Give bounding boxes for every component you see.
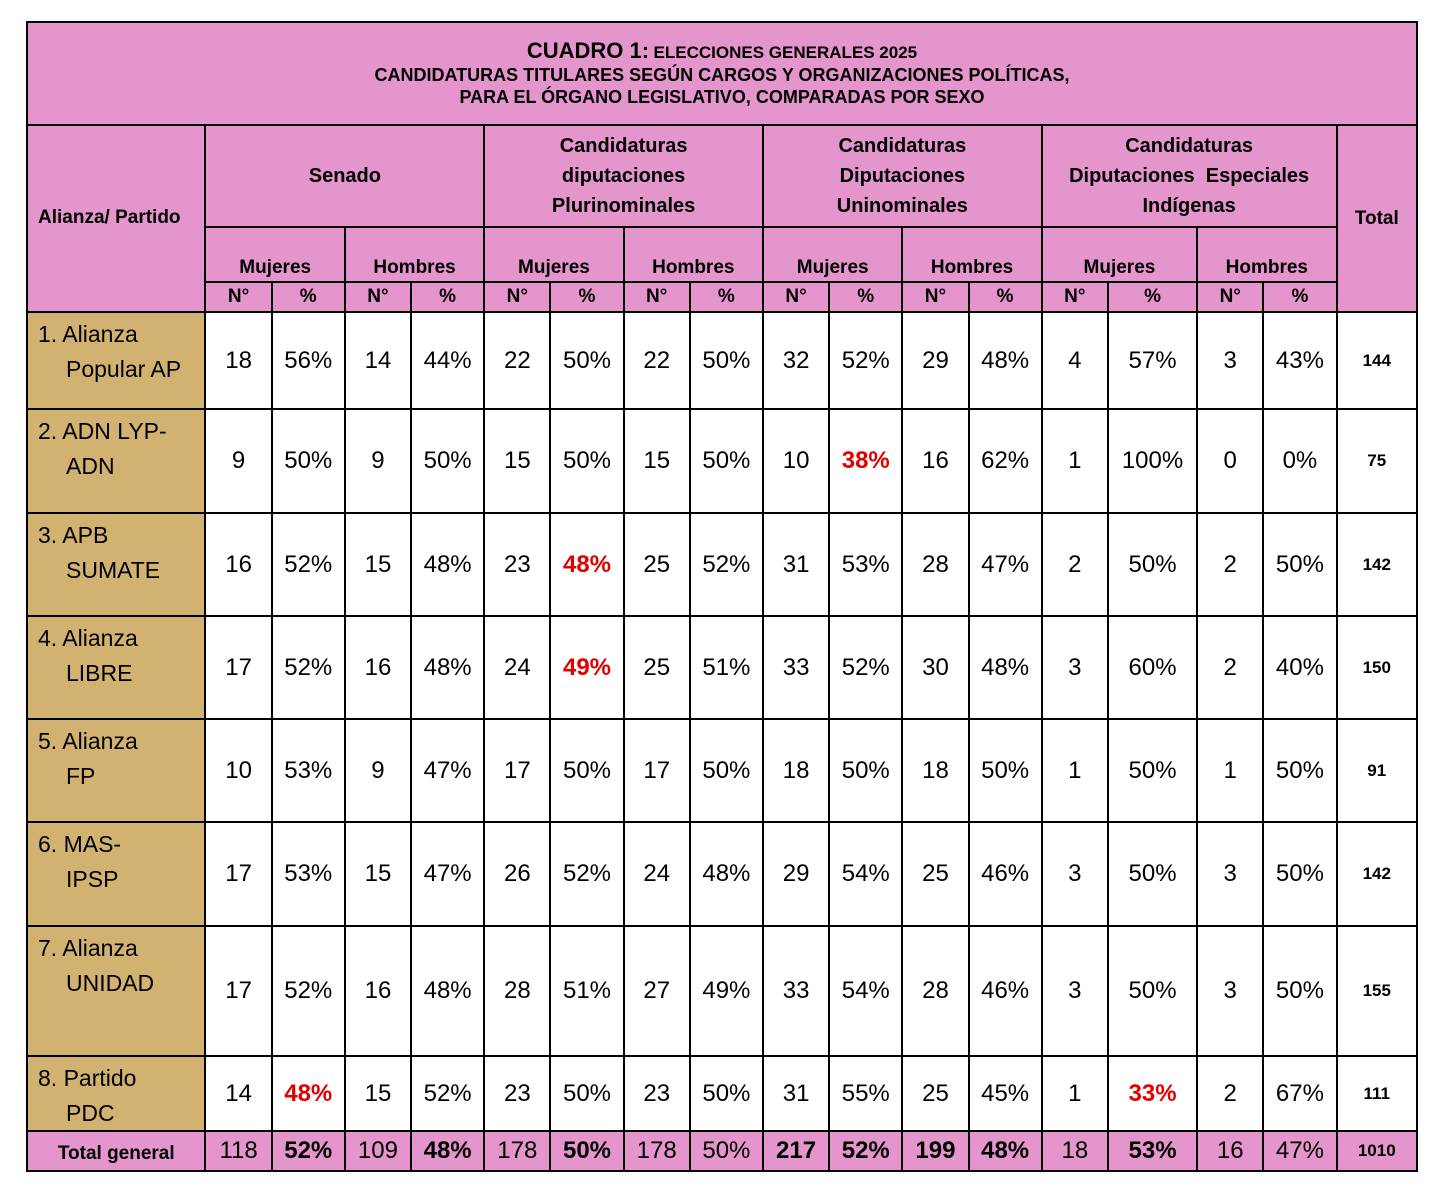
count-cell: 16 xyxy=(345,926,411,1056)
total-count-cell: 109 xyxy=(345,1131,411,1171)
total-general-row xyxy=(27,1131,1417,1171)
count-cell: 2 xyxy=(1197,513,1263,616)
percent-cell: 48% xyxy=(690,822,763,926)
party-name-line: PDC xyxy=(66,1099,115,1126)
header-percent: % xyxy=(1263,282,1336,312)
count-cell: 14 xyxy=(205,1056,271,1131)
group-header-line: Candidaturas xyxy=(838,135,967,157)
total-count-cell: 178 xyxy=(484,1131,550,1171)
party-column-header: Alianza/ Partido xyxy=(27,125,205,312)
count-cell: 27 xyxy=(624,926,690,1056)
count-cell: 26 xyxy=(484,822,550,926)
total-percent-cell: 47% xyxy=(1263,1131,1336,1171)
party-name-line: 5. Alianza xyxy=(38,728,138,754)
percent-cell: 48% xyxy=(411,926,484,1056)
count-cell: 29 xyxy=(902,312,968,409)
count-cell: 24 xyxy=(624,822,690,926)
count-cell: 17 xyxy=(205,616,271,719)
party-name xyxy=(27,312,205,409)
count-cell: 29 xyxy=(763,822,829,926)
percent-cell: 48% xyxy=(272,1056,345,1131)
total-percent-cell: 53% xyxy=(1108,1131,1197,1171)
count-cell: 17 xyxy=(205,926,271,1056)
percent-cell: 50% xyxy=(1263,822,1336,926)
percent-cell: 50% xyxy=(690,1056,763,1131)
count-cell: 2 xyxy=(1197,616,1263,719)
party-name xyxy=(27,926,205,1056)
table-container xyxy=(26,21,1418,1172)
header-hombres: Hombres xyxy=(1197,227,1336,282)
table-title xyxy=(27,22,1417,125)
party-name-line: 1. Alianza xyxy=(38,321,138,347)
count-cell: 16 xyxy=(902,409,968,513)
percent-cell: 50% xyxy=(690,312,763,409)
row-total-cell: 111 xyxy=(1337,1056,1417,1131)
percent-cell: 50% xyxy=(411,409,484,513)
count-cell: 1 xyxy=(1042,409,1108,513)
count-cell: 17 xyxy=(484,719,550,822)
count-cell: 25 xyxy=(624,616,690,719)
percent-cell: 48% xyxy=(411,616,484,719)
elections-table xyxy=(26,21,1418,1172)
percent-cell: 0% xyxy=(1263,409,1336,513)
total-percent-cell: 52% xyxy=(829,1131,902,1171)
header-count: N° xyxy=(763,282,829,312)
party-name-line: 8. Partido xyxy=(38,1065,137,1091)
percent-cell: 52% xyxy=(411,1056,484,1131)
total-percent-cell: 48% xyxy=(411,1131,484,1171)
count-cell: 31 xyxy=(763,513,829,616)
count-cell: 15 xyxy=(345,822,411,926)
row-total-cell: 150 xyxy=(1337,616,1417,719)
count-cell: 2 xyxy=(1042,513,1108,616)
party-name xyxy=(27,513,205,616)
percent-cell: 52% xyxy=(829,312,902,409)
count-cell: 1 xyxy=(1197,719,1263,822)
percent-cell: 46% xyxy=(969,926,1042,1056)
percent-cell: 53% xyxy=(829,513,902,616)
total-percent-cell: 50% xyxy=(550,1131,623,1171)
party-name xyxy=(27,616,205,719)
percent-cell: 38% xyxy=(829,409,902,513)
header-count: N° xyxy=(1197,282,1263,312)
total-column-header: Total xyxy=(1337,125,1417,312)
header-percent: % xyxy=(829,282,902,312)
party-name-line: ADN xyxy=(66,452,115,479)
header-mujeres: Mujeres xyxy=(484,227,623,282)
party-name-line: 4. Alianza xyxy=(38,625,138,651)
percent-cell: 55% xyxy=(829,1056,902,1131)
header-mujeres: Mujeres xyxy=(1042,227,1197,282)
percent-cell: 51% xyxy=(550,926,623,1056)
count-cell: 23 xyxy=(484,1056,550,1131)
title-line-2: CANDIDATURAS TITULARES SEGÚN CARGOS Y ORGANIZACIONES POLÍTICAS, xyxy=(374,64,1070,85)
percent-cell: 49% xyxy=(690,926,763,1056)
count-cell: 9 xyxy=(345,719,411,822)
party-name-line: Popular AP xyxy=(66,355,182,382)
row-total-cell: 155 xyxy=(1337,926,1417,1056)
percent-cell: 51% xyxy=(690,616,763,719)
percent-cell: 54% xyxy=(829,926,902,1056)
count-cell: 33 xyxy=(763,926,829,1056)
percent-cell: 52% xyxy=(272,513,345,616)
percent-cell: 52% xyxy=(550,822,623,926)
table-row xyxy=(27,822,1417,926)
percent-cell: 56% xyxy=(272,312,345,409)
count-cell: 25 xyxy=(624,513,690,616)
count-cell: 16 xyxy=(345,616,411,719)
percent-cell: 50% xyxy=(550,719,623,822)
header-percent: % xyxy=(969,282,1042,312)
percent-cell: 50% xyxy=(1263,719,1336,822)
percent-cell: 48% xyxy=(550,513,623,616)
count-cell: 31 xyxy=(763,1056,829,1131)
count-cell: 24 xyxy=(484,616,550,719)
title-line-3: PARA EL ÓRGANO LEGISLATIVO, COMPARADAS POR SEXO xyxy=(459,86,985,107)
party-name-line: LIBRE xyxy=(66,659,133,686)
count-cell: 25 xyxy=(902,1056,968,1131)
percent-cell: 50% xyxy=(1263,926,1336,1056)
percent-cell: 53% xyxy=(272,822,345,926)
percent-cell: 50% xyxy=(550,1056,623,1131)
count-cell: 23 xyxy=(484,513,550,616)
percent-cell: 49% xyxy=(550,616,623,719)
percent-cell: 50% xyxy=(1263,513,1336,616)
count-cell: 28 xyxy=(902,513,968,616)
row-total-cell: 91 xyxy=(1337,719,1417,822)
group-header-indigenas xyxy=(1042,125,1337,227)
count-cell: 4 xyxy=(1042,312,1108,409)
count-cell: 15 xyxy=(624,409,690,513)
group-header-line: Diputaciones xyxy=(839,165,966,187)
count-cell: 3 xyxy=(1042,926,1108,1056)
percent-cell: 52% xyxy=(272,926,345,1056)
count-cell: 18 xyxy=(902,719,968,822)
count-cell: 23 xyxy=(624,1056,690,1131)
total-percent-cell: 52% xyxy=(272,1131,345,1171)
percent-cell: 52% xyxy=(690,513,763,616)
group-header-line: Candidaturas xyxy=(559,135,688,157)
party-name-line: 3. APB xyxy=(38,522,109,548)
header-percent: % xyxy=(272,282,345,312)
total-percent-cell: 50% xyxy=(690,1131,763,1171)
count-cell: 22 xyxy=(484,312,550,409)
row-total-cell: 75 xyxy=(1337,409,1417,513)
count-cell: 22 xyxy=(624,312,690,409)
group-header-line: Plurinominales xyxy=(551,195,696,217)
header-mujeres: Mujeres xyxy=(763,227,902,282)
percent-cell: 46% xyxy=(969,822,1042,926)
header-count: N° xyxy=(624,282,690,312)
group-header-line: Candidaturas xyxy=(1125,135,1254,157)
party-name xyxy=(27,822,205,926)
percent-cell: 57% xyxy=(1108,312,1197,409)
group-header-line: Diputaciones Especiales xyxy=(1069,165,1310,187)
count-cell: 25 xyxy=(902,822,968,926)
percent-cell: 50% xyxy=(272,409,345,513)
percent-cell: 62% xyxy=(969,409,1042,513)
party-name-line: UNIDAD xyxy=(66,969,155,996)
title-main-rest: ELECCIONES GENERALES 2025 xyxy=(653,43,918,63)
row-total-cell: 144 xyxy=(1337,312,1417,409)
party-name-line: 7. Alianza xyxy=(38,935,138,961)
percent-cell: 53% xyxy=(272,719,345,822)
header-percent: % xyxy=(411,282,484,312)
count-cell: 10 xyxy=(205,719,271,822)
count-cell: 3 xyxy=(1197,926,1263,1056)
header-percent: % xyxy=(550,282,623,312)
percent-cell: 48% xyxy=(969,616,1042,719)
percent-cell: 60% xyxy=(1108,616,1197,719)
percent-cell: 52% xyxy=(829,616,902,719)
percent-cell: 47% xyxy=(411,822,484,926)
percent-cell: 50% xyxy=(550,409,623,513)
group-header-plurinominales xyxy=(484,125,763,227)
count-cell: 28 xyxy=(902,926,968,1056)
percent-cell: 50% xyxy=(1108,926,1197,1056)
count-cell: 17 xyxy=(205,822,271,926)
percent-cell: 50% xyxy=(1108,822,1197,926)
party-name-line: 2. ADN LYP- xyxy=(38,418,167,444)
party-name-line: 6. MAS- xyxy=(38,831,122,857)
count-cell: 9 xyxy=(205,409,271,513)
table-row xyxy=(27,719,1417,822)
count-cell: 15 xyxy=(345,1056,411,1131)
count-cell: 3 xyxy=(1042,822,1108,926)
percent-cell: 67% xyxy=(1263,1056,1336,1131)
header-percent: % xyxy=(1108,282,1197,312)
header-count: N° xyxy=(345,282,411,312)
count-cell: 0 xyxy=(1197,409,1263,513)
total-percent-cell: 48% xyxy=(969,1131,1042,1171)
percent-cell: 33% xyxy=(1108,1056,1197,1131)
count-cell: 30 xyxy=(902,616,968,719)
table-row xyxy=(27,312,1417,409)
total-count-cell: 16 xyxy=(1197,1131,1263,1171)
count-cell: 18 xyxy=(763,719,829,822)
header-count: N° xyxy=(1042,282,1108,312)
percent-cell: 50% xyxy=(690,409,763,513)
total-count-cell: 199 xyxy=(902,1131,968,1171)
group-header-senado xyxy=(205,125,484,227)
count-cell: 1 xyxy=(1042,1056,1108,1131)
group-header-line: diputaciones xyxy=(561,165,686,187)
percent-cell: 100% xyxy=(1108,409,1197,513)
count-cell: 3 xyxy=(1197,822,1263,926)
count-cell: 15 xyxy=(484,409,550,513)
party-name xyxy=(27,1056,205,1131)
count-cell: 28 xyxy=(484,926,550,1056)
table-row xyxy=(27,926,1417,1056)
percent-cell: 50% xyxy=(829,719,902,822)
percent-cell: 48% xyxy=(969,312,1042,409)
count-cell: 10 xyxy=(763,409,829,513)
header-count: N° xyxy=(484,282,550,312)
count-cell: 9 xyxy=(345,409,411,513)
party-name xyxy=(27,409,205,513)
percent-cell: 47% xyxy=(969,513,1042,616)
percent-cell: 50% xyxy=(550,312,623,409)
count-cell: 14 xyxy=(345,312,411,409)
table-row xyxy=(27,616,1417,719)
count-cell: 3 xyxy=(1197,312,1263,409)
percent-cell: 48% xyxy=(411,513,484,616)
percent-cell: 47% xyxy=(411,719,484,822)
count-cell: 18 xyxy=(205,312,271,409)
party-name-line: SUMATE xyxy=(66,556,161,583)
total-count-cell: 217 xyxy=(763,1131,829,1171)
percent-cell: 50% xyxy=(1108,719,1197,822)
total-count-cell: 118 xyxy=(205,1131,271,1171)
group-header-line: Senado xyxy=(308,165,381,187)
table-row xyxy=(27,1056,1417,1131)
percent-cell: 44% xyxy=(411,312,484,409)
party-name xyxy=(27,719,205,822)
total-count-cell: 18 xyxy=(1042,1131,1108,1171)
group-header-line: Uninominales xyxy=(836,195,968,217)
percent-cell: 45% xyxy=(969,1056,1042,1131)
header-hombres: Hombres xyxy=(345,227,484,282)
table-row xyxy=(27,513,1417,616)
total-count-cell: 178 xyxy=(624,1131,690,1171)
count-cell: 15 xyxy=(345,513,411,616)
percent-cell: 50% xyxy=(690,719,763,822)
header-hombres: Hombres xyxy=(624,227,763,282)
count-cell: 17 xyxy=(624,719,690,822)
header-count: N° xyxy=(205,282,271,312)
count-cell: 33 xyxy=(763,616,829,719)
header-mujeres: Mujeres xyxy=(205,227,344,282)
percent-cell: 52% xyxy=(272,616,345,719)
count-cell: 3 xyxy=(1042,616,1108,719)
header-hombres: Hombres xyxy=(902,227,1041,282)
count-cell: 1 xyxy=(1042,719,1108,822)
percent-cell: 43% xyxy=(1263,312,1336,409)
party-name-line: IPSP xyxy=(66,865,119,892)
grand-total-cell: 1010 xyxy=(1337,1131,1417,1171)
count-cell: 2 xyxy=(1197,1056,1263,1131)
percent-cell: 54% xyxy=(829,822,902,926)
header-percent: % xyxy=(690,282,763,312)
row-total-cell: 142 xyxy=(1337,513,1417,616)
row-total-cell: 142 xyxy=(1337,822,1417,926)
percent-cell: 50% xyxy=(969,719,1042,822)
percent-cell: 40% xyxy=(1263,616,1336,719)
count-cell: 32 xyxy=(763,312,829,409)
group-header-line: Indígenas xyxy=(1142,195,1236,217)
table-row xyxy=(27,409,1417,513)
percent-cell: 50% xyxy=(1108,513,1197,616)
party-name-line: FP xyxy=(66,762,96,789)
header-count: N° xyxy=(902,282,968,312)
title-main-bold: CUADRO 1: xyxy=(526,38,650,64)
group-header-uninominales xyxy=(763,125,1042,227)
total-general-label: Total general xyxy=(27,1131,205,1171)
count-cell: 16 xyxy=(205,513,271,616)
